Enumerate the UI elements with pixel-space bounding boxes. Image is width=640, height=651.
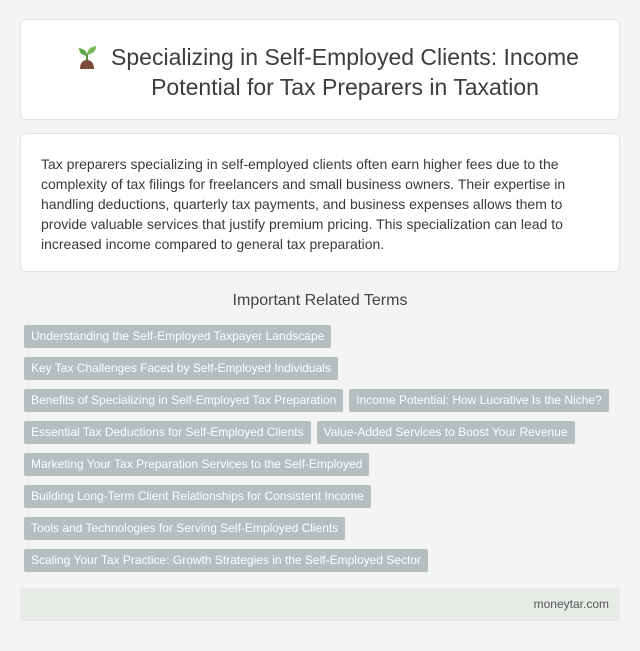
term-tag[interactable]: Value-Added Services to Boost Your Revenue [317, 421, 575, 444]
term-row [24, 485, 624, 517]
term-tag[interactable]: Benefits of Specializing in Self-Employed Tax Preparation [24, 389, 343, 412]
term-tag[interactable]: Key Tax Challenges Faced by Self-Employed Individuals [24, 357, 338, 380]
term-row [24, 357, 624, 389]
seedling-icon [75, 43, 99, 69]
footer-bar [20, 588, 620, 621]
title-wrap [75, 42, 615, 102]
related-terms-heading: Important Related Terms [232, 292, 408, 309]
term-row [24, 517, 624, 549]
term-tag[interactable]: Marketing Your Tax Preparation Services to the Self-Employed [24, 453, 369, 476]
title-card [20, 19, 620, 120]
term-row [24, 453, 624, 485]
term-tag[interactable]: Understanding the Self-Employed Taxpayer Landscape [24, 325, 331, 348]
term-row [24, 421, 624, 453]
intro-paragraph: Tax preparers specializing in self-employed clients often earn higher fees due to the complexity of tax filings for freelancers and small business owners. Their expertise in handling deductions, quarterly tax payments, and business expenses allows them to provide valuable services that justify premium pricing. This specialization can lead to increased income compared to general tax preparation. [41, 156, 566, 252]
term-row [24, 549, 624, 581]
term-row [24, 325, 624, 357]
term-tag[interactable]: Building Long-Term Client Relationships for Consistent Income [24, 485, 371, 508]
intro-card [20, 133, 620, 272]
term-tag[interactable]: Tools and Technologies for Serving Self-Employed Clients [24, 517, 345, 540]
page-title: Specializing in Self-Employed Clients: Income Potential for Tax Preparers in Taxation [111, 44, 579, 100]
footer-site-link[interactable]: moneytar.com [533, 597, 609, 611]
term-tag[interactable]: Essential Tax Deductions for Self-Employed Clients [24, 421, 311, 444]
related-terms-list [24, 325, 624, 581]
term-tag[interactable]: Income Potential: How Lucrative Is the Niche? [349, 389, 608, 412]
term-row [24, 389, 624, 421]
term-tag[interactable]: Scaling Your Tax Practice: Growth Strategies in the Self-Employed Sector [24, 549, 428, 572]
